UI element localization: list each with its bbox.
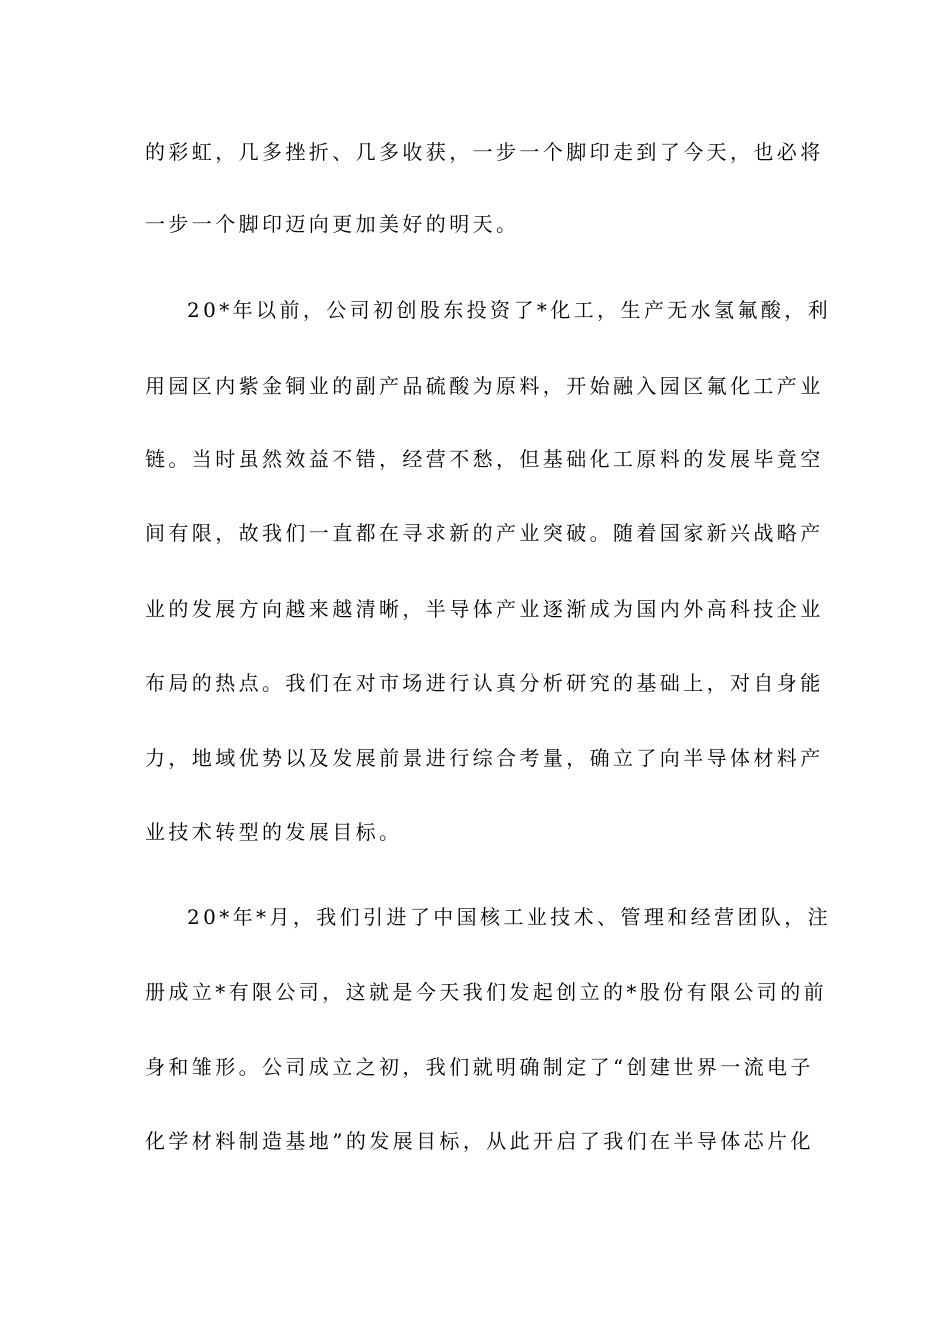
text-line: 身和雏形。公司成立之初，我们就明确制定了“创建世界一流电子 <box>145 1055 814 1079</box>
text-line: 一步一个脚印迈向更加美好的明天。 <box>145 212 520 236</box>
text-line: 业的发展方向越来越清晰，半导体产业逐渐成为国内外高科技企业 <box>145 597 824 621</box>
text-line: 力，地域优势以及发展前景进行综合考量，确立了向半导体材料产 <box>145 746 824 770</box>
text-line: 间有限，故我们一直都在寻求新的产业突破。随着国家新兴战略产 <box>145 521 824 545</box>
text-line: 化学材料制造基地”的发展目标，从此开启了我们在半导体芯片化 <box>145 1129 814 1153</box>
text-line: 业技术转型的发展目标。 <box>145 820 403 844</box>
text-line: 用园区内紫金铜业的副产品硫酸为原料，开始融入园区氟化工产业 <box>145 374 824 398</box>
paragraph-first-line: 20*年*月，我们引进了中国核工业技术、管理和经营团队，注 <box>187 905 832 929</box>
text-line: 布局的热点。我们在对市场进行认真分析研究的基础上，对自身能 <box>145 671 824 695</box>
text-line: 链。当时虽然效益不错，经营不愁，但基础化工原料的发展毕竟空 <box>145 447 824 471</box>
text-line: 册成立*有限公司，这就是今天我们发起创立的*股份有限公司的前 <box>145 980 827 1004</box>
paragraph-first-line: 20*年以前，公司初创股东投资了*化工，生产无水氢氟酸，利 <box>187 298 832 322</box>
text-line: 的彩虹，几多挫折、几多收获，一步一个脚印走到了今天，也必将 <box>145 140 824 164</box>
